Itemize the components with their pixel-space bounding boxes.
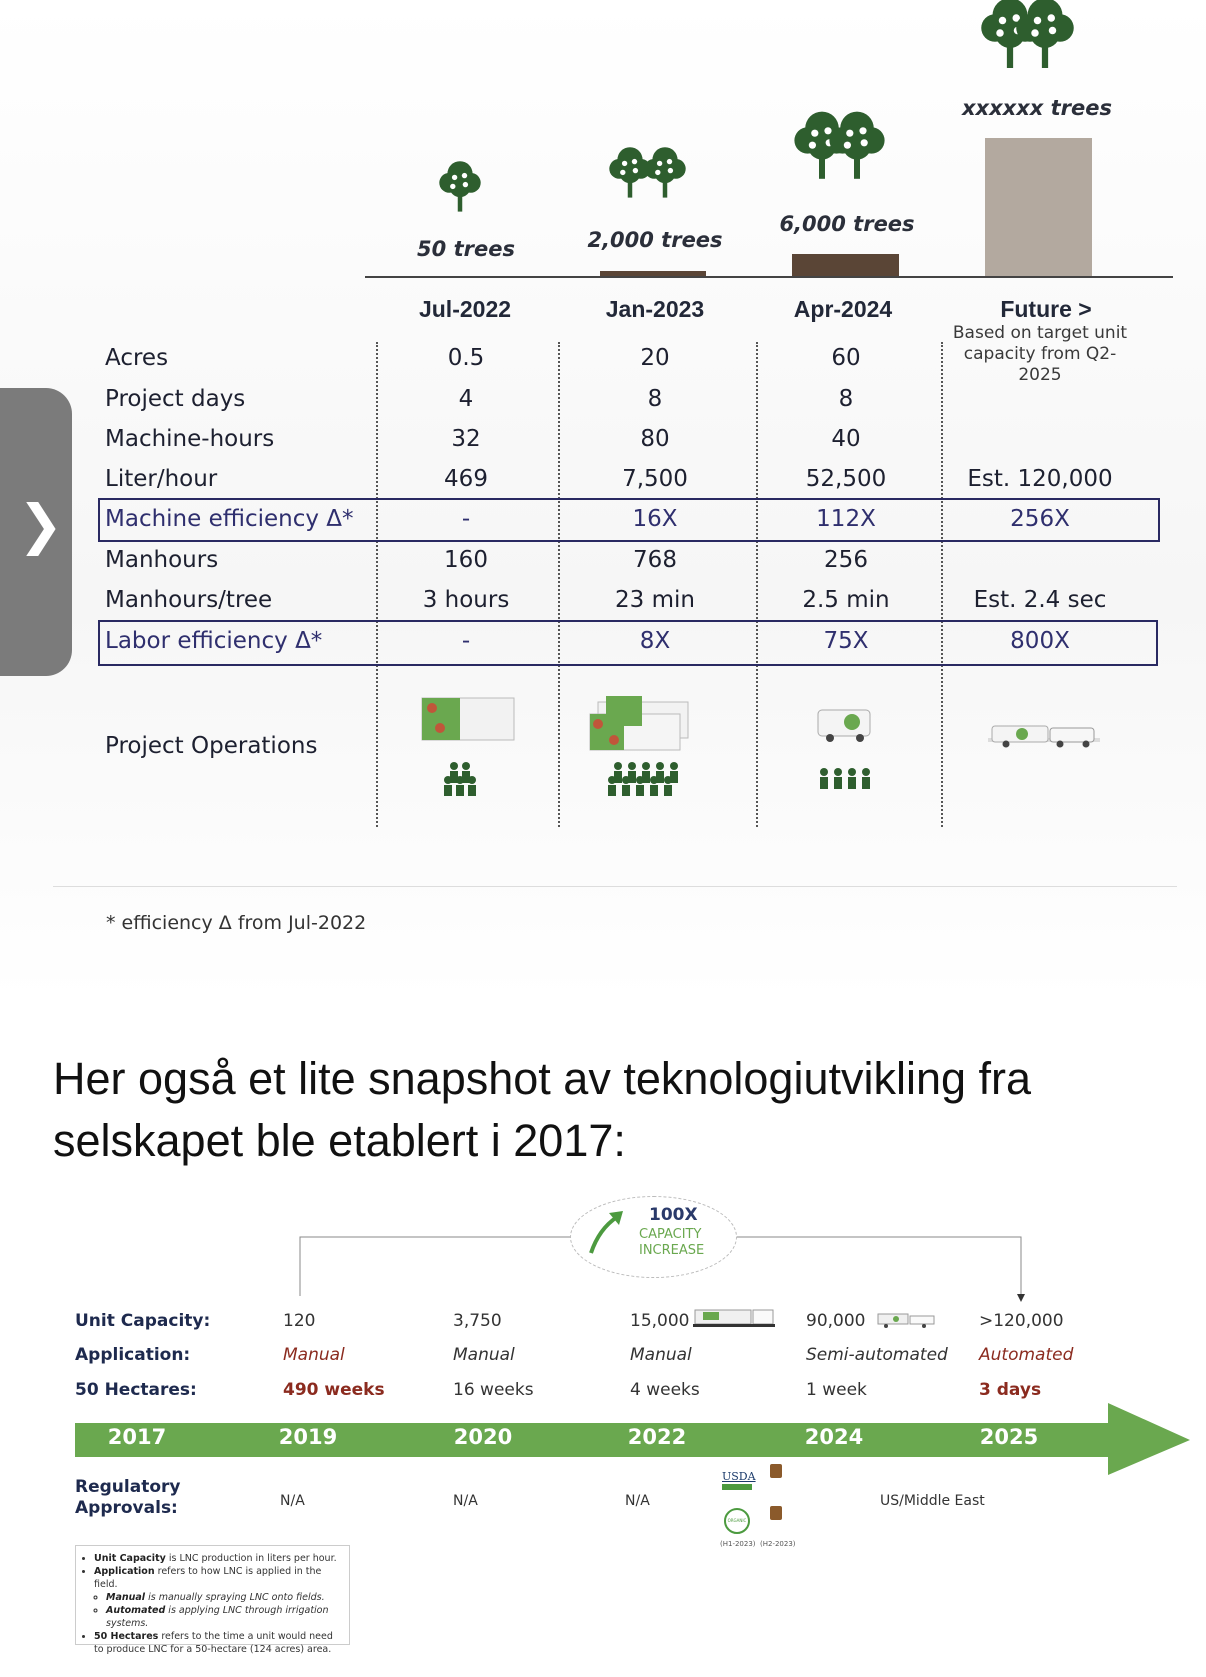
legend-term: 50 Hectares	[94, 1631, 159, 1642]
hectares-value: 4 weeks	[630, 1380, 700, 1400]
row-label-labor-efficiency: Labor efficiency Δ*	[105, 628, 323, 654]
hectares-value: 490 weeks	[283, 1380, 385, 1400]
tree-count-label: 2,000 trees	[587, 228, 723, 252]
timeline-legend	[75, 1545, 350, 1655]
people-icon	[608, 762, 678, 796]
legend-text: refers to the time a unit would need to produce LNC for a 50-hectare (124 acres) area.	[94, 1631, 333, 1655]
tree-icon	[609, 147, 650, 197]
table-cell: 8X	[639, 628, 671, 654]
table-cell: 32	[451, 426, 481, 452]
regulatory-value: N/A	[280, 1493, 305, 1509]
legend-term: Application	[94, 1566, 155, 1577]
unit-capacity-value: 90,000	[806, 1311, 866, 1331]
column-date: Apr-2024	[793, 296, 893, 322]
container-icon	[590, 696, 688, 750]
timeline-year: 2017	[107, 1425, 167, 1449]
application-value: Manual	[453, 1345, 515, 1365]
unit-capacity-value: >120,000	[979, 1311, 1064, 1331]
application-label: Application:	[75, 1345, 191, 1365]
unit-capacity-value: 3,750	[453, 1311, 502, 1331]
bar-apr-2024	[792, 254, 899, 276]
side-panel-tab[interactable]	[0, 388, 72, 676]
chevron-right-icon[interactable]: ❯	[18, 493, 64, 556]
timeline-year: 2022	[627, 1425, 687, 1449]
regulatory-value: N/A	[625, 1493, 650, 1509]
table-cell: 7,500	[622, 466, 688, 492]
emblem-icon	[770, 1464, 782, 1478]
legend-text: refers to how LNC is applied in the field.	[94, 1566, 322, 1590]
application-value: Manual	[630, 1345, 692, 1365]
table-cell: 160	[444, 547, 488, 573]
row-label-acres: Acres	[105, 345, 169, 371]
hectares-label: 50 Hectares:	[75, 1380, 197, 1400]
row-label-manhours: Manhours	[105, 547, 219, 573]
table-cell: 800X	[1010, 628, 1070, 654]
table-cell: 23 min	[615, 587, 695, 613]
timeline-year: 2019	[278, 1425, 338, 1449]
table-cell: 256X	[1010, 506, 1070, 532]
tree-count-label: xxxxxx trees	[962, 96, 1112, 120]
column-date: Jul-2022	[418, 296, 512, 322]
people-icon	[820, 768, 870, 789]
row-label-machine-efficiency: Machine efficiency Δ*	[105, 506, 354, 532]
bar-future	[985, 138, 1092, 276]
section-heading: Her også et lite snapshot av teknologiutvikling fra selskapet ble etablert i 2017:	[53, 1053, 1032, 1166]
table-cell: 75X	[823, 628, 869, 654]
table-cell: 40	[831, 426, 861, 452]
row-label-manhours-tree: Manhours/tree	[105, 587, 273, 613]
cert-date: (H2-2023)	[760, 1540, 796, 1548]
timeline-year: 2020	[453, 1425, 513, 1449]
divider-line	[53, 886, 1177, 887]
hectares-value: 3 days	[979, 1380, 1042, 1400]
legend-text: is manually spraying LNC onto fields.	[145, 1592, 325, 1603]
certification-logos	[720, 1462, 800, 1554]
row-label-liter-hour: Liter/hour	[105, 466, 218, 492]
table-cell: -	[461, 628, 471, 654]
table-cell: 2.5 min	[802, 587, 890, 613]
capacity-multiplier: 100X	[649, 1205, 698, 1225]
people-icon	[444, 762, 476, 796]
timeline-year: 2024	[804, 1425, 864, 1449]
table-cell: 3 hours	[422, 587, 510, 613]
legend-term: Manual	[106, 1592, 146, 1603]
column-date: Future >	[1000, 296, 1092, 322]
table-cell: 4	[458, 386, 474, 412]
capacity-label: CAPACITY	[639, 1227, 702, 1242]
usda-stripe	[722, 1484, 752, 1490]
future-note: Based on target unit capacity from Q2-2025	[952, 323, 1128, 385]
project-operations-graphic	[410, 690, 1130, 810]
bar-jan-2023	[600, 271, 706, 276]
tree-icon	[644, 147, 685, 197]
row-label-machine-hours: Machine-hours	[105, 426, 275, 452]
unit-capacity-value: 120	[283, 1311, 316, 1331]
legend-text: is applying LNC through irrigation systems.	[106, 1605, 329, 1629]
table-cell: 8	[647, 386, 663, 412]
unit-capacity-value: 15,000	[630, 1311, 690, 1331]
container-truck-icon	[693, 1306, 777, 1330]
table-cell: 16X	[632, 506, 678, 532]
application-value: Manual	[283, 1345, 345, 1365]
tree-count-label: 6,000 trees	[779, 212, 915, 236]
hectares-value: 1 week	[806, 1380, 867, 1400]
organic-seal-icon: ORGANIC	[724, 1508, 750, 1534]
column-date: Jan-2023	[605, 296, 705, 322]
tree-icon	[439, 161, 480, 211]
table-cell: 112X	[816, 506, 876, 532]
table-cell: 256	[824, 547, 868, 573]
table-cell: 20	[640, 345, 670, 371]
column-divider	[376, 342, 378, 827]
capacity-increase-badge	[570, 1196, 737, 1278]
legend-text: is LNC production in liters per hour.	[165, 1553, 337, 1564]
table-cell: Est. 2.4 sec	[973, 587, 1107, 613]
table-cell: -	[461, 506, 471, 532]
regulatory-label: Regulatory Approvals:	[75, 1477, 181, 1518]
arrow-up-icon	[585, 1209, 625, 1259]
application-value: Semi-automated	[806, 1345, 948, 1365]
table-cell: 0.5	[447, 345, 485, 371]
trailer-truck-icon	[876, 1310, 936, 1330]
unit-capacity-label: Unit Capacity:	[75, 1311, 211, 1331]
table-cell: 8	[838, 386, 854, 412]
legend-term: Automated	[106, 1605, 166, 1616]
regulatory-value: US/Middle East	[880, 1493, 985, 1509]
table-cell: 60	[831, 345, 861, 371]
truck-trailer-icon	[988, 726, 1100, 748]
tree-icon	[829, 112, 884, 179]
regulatory-value: N/A	[453, 1493, 478, 1509]
container-icon	[422, 698, 514, 740]
table-cell: 52,500	[805, 466, 887, 492]
usda-logo: USDA	[722, 1470, 756, 1483]
table-cell: 469	[444, 466, 488, 492]
trailer-icon	[818, 710, 870, 742]
row-label-project-operations: Project Operations	[105, 733, 318, 759]
table-cell: 768	[633, 547, 677, 573]
hectares-value: 16 weeks	[453, 1380, 534, 1400]
timeline-year: 2025	[979, 1425, 1039, 1449]
tree-count-label: 50 trees	[417, 237, 515, 261]
row-label-project-days: Project days	[105, 386, 246, 412]
table-cell: 80	[640, 426, 670, 452]
table-cell: Est. 120,000	[967, 466, 1113, 492]
application-value: Automated	[979, 1345, 1074, 1365]
legend-term: Unit Capacity	[94, 1553, 166, 1564]
footnote: * efficiency Δ from Jul-2022	[106, 912, 367, 934]
emblem-icon	[770, 1506, 782, 1520]
cert-date: (H1-2023)	[720, 1540, 756, 1548]
capacity-label: INCREASE	[639, 1243, 705, 1258]
